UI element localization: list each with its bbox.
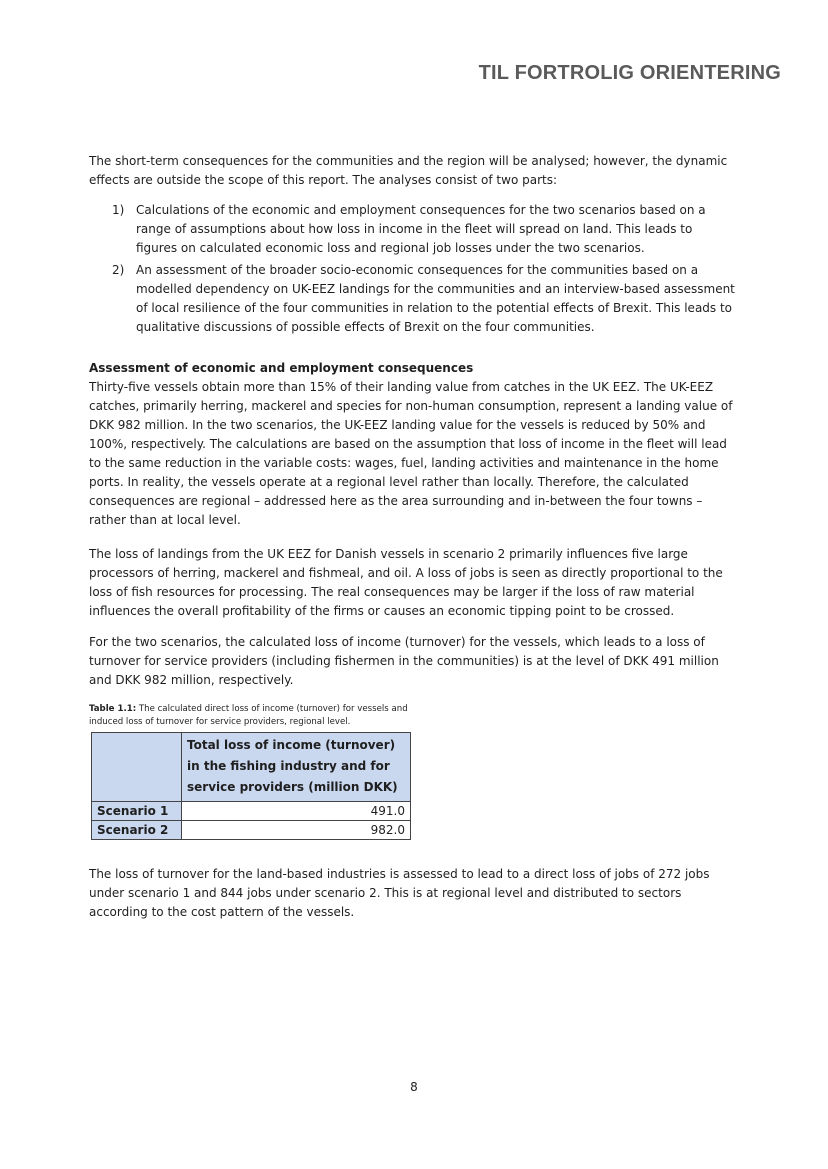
analysis-parts-list	[112, 201, 737, 340]
loss-of-income-table	[91, 732, 411, 840]
table-row	[92, 802, 411, 821]
table-caption	[89, 703, 429, 729]
closing-paragraph: The loss of turnover for the land-based industries is assessed to lead to a direct loss of jobs of 272 jobs under scenario 1 and 844 jobs under scenario 2. This is at regional level and distributed to sectors according to the cost pattern of the vessels.	[89, 867, 710, 919]
section-heading: Assessment of economic and employment consequences	[89, 361, 474, 375]
list-item-number: 1)	[112, 203, 125, 217]
table-row-label: Scenario 1	[92, 802, 182, 821]
section-paragraph-processors: The loss of landings from the UK EEZ for Danish vessels in scenario 2 primarily influences five large processors of herring, mackerel and fishmeal, and oil. A loss of jobs is seen as directly proportional to the loss of fish resources for processing. The real consequences may be larger if the loss of raw material influences the overall profitability of the firms or causes an economic tipping point to be crossed.	[89, 547, 723, 618]
list-item-number: 2)	[112, 263, 125, 277]
table-caption-text: The calculated direct loss of income (turnover) for vessels and induced loss of turnover for service providers, regional level.	[89, 704, 408, 727]
table-row	[92, 821, 411, 840]
classification-stamp: TIL FORTROLIG ORIENTERING	[478, 62, 781, 84]
section-paragraph-vessels: Thirty-five vessels obtain more than 15% of their landing value from catches in the UK EEZ. The UK-EEZ catches, primarily herring, mackerel and species for non-human consumption, represent a landing value of DKK 982 million. In the two scenarios, the UK-EEZ landing value for the vessels is reduced by 50% and 100%, respectively. The calculations are based on the assumption that loss of income in the fleet will lead to the same reduction in the variable costs: wages, fuel, landing activities and maintenance in the home ports. In reality, the vessels operate at a regional level rather than locally. Therefore, the calculated consequences are regional – addressed here as the area surrounding and in-between the four towns – rather than at local level.	[89, 380, 733, 527]
table-row-label: Scenario 2	[92, 821, 182, 840]
list-item	[112, 261, 737, 337]
list-item	[112, 201, 737, 258]
table-header-row	[92, 733, 411, 802]
list-item-text: Calculations of the economic and employment consequences for the two scenarios based on a range of assumptions about how loss in income in the fleet will spread on land. This leads to figures on calculated economic loss and regional job losses under the two scenarios.	[136, 203, 706, 255]
table-cell-value: 982.0	[182, 821, 411, 840]
table-cell-value: 491.0	[182, 802, 411, 821]
list-item-text: An assessment of the broader socio-economic consequences for the communities based on a modelled dependency on UK-EEZ landings for the communities and an interview-based assessment of local resilience of the four communities in relation to the potential effects of Brexit. This leads to qualitative discussions of possible effects of Brexit on the four communities.	[136, 263, 735, 334]
table-caption-label: Table 1.1:	[89, 704, 137, 714]
table-column-header: Total loss of income (turnover) in the fishing industry and for service providers (million DKK)	[182, 733, 411, 802]
section-paragraph-scenarios: For the two scenarios, the calculated loss of income (turnover) for the vessels, which leads to a loss of turnover for service providers (including fishermen in the communities) is at the level of DKK 491 million and DKK 982 million, respectively.	[89, 635, 719, 687]
page-number: 8	[410, 1080, 418, 1094]
table-corner-cell	[92, 733, 182, 802]
intro-paragraph: The short-term consequences for the communities and the region will be analysed; however, the dynamic effects are outside the scope of this report. The analyses consist of two parts:	[89, 154, 728, 187]
